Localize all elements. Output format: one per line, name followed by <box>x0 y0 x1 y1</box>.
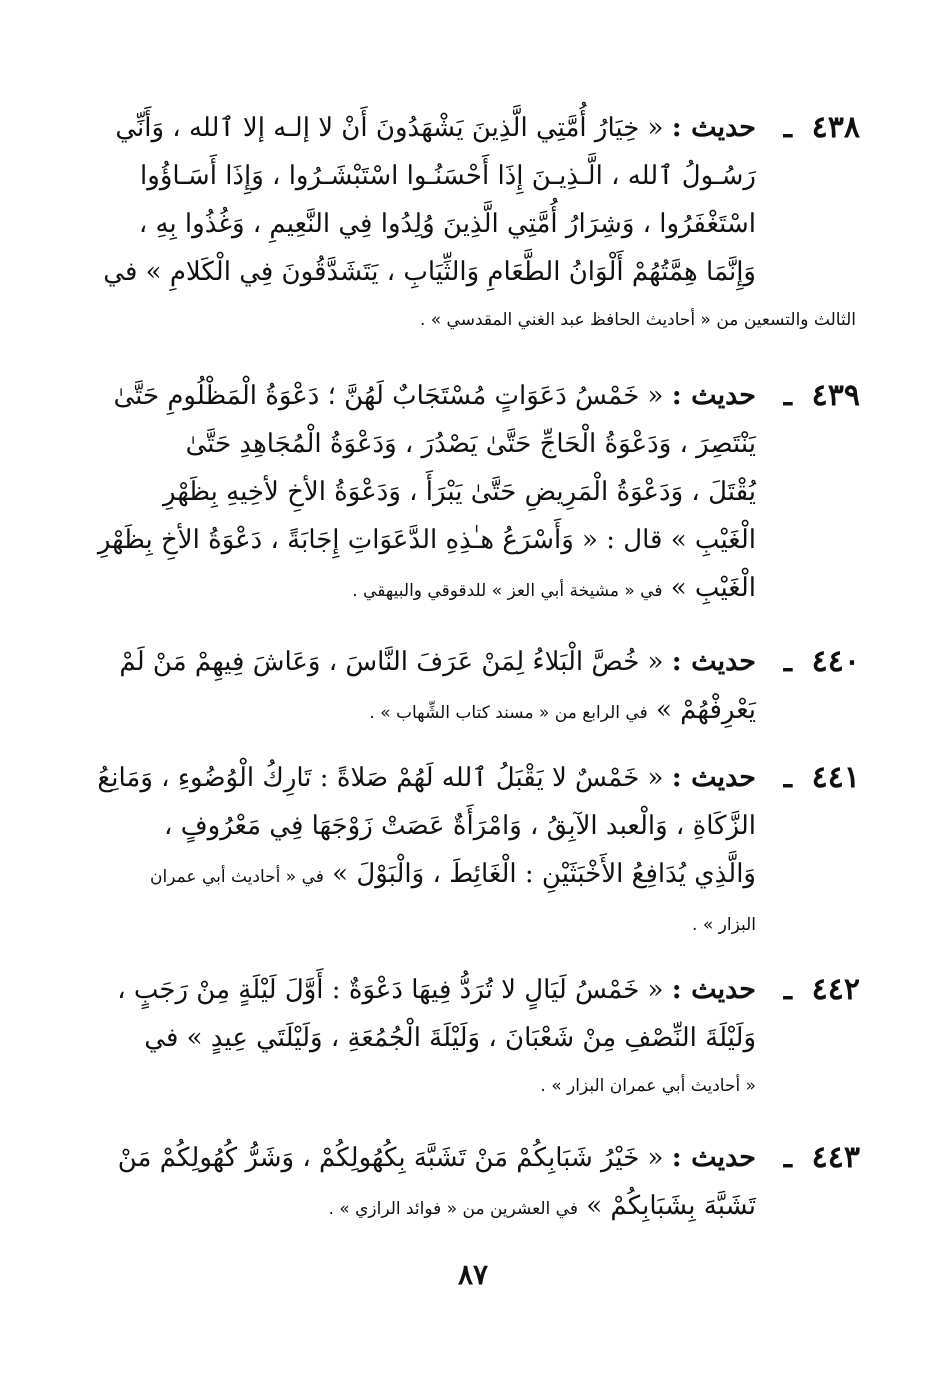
entry-line-3: اسْتَغْفَرُوا ، وَشِرَارُ أُمَّتِي الَّذِينَ وُلِدُوا فِي النَّعِيمِ ، وَغُذُوا بِهِ ، <box>138 209 756 239</box>
entry-line-1: حديث : « خُصَّ الْبَلاءُ لِمَنْ عَرَفَ النَّاسَ ، وَعَاشَ فِيهِمْ مَنْ لَمْ <box>119 646 756 677</box>
entry-dash: ـ <box>783 379 792 412</box>
entry-line-5: الْغَيْبِ » في « مشيخة أبي العز » للدقوقي والبيهقي . <box>352 573 756 603</box>
hadith-keyword: حديث : <box>671 646 756 677</box>
entry-source: في « مشيخة أبي العز » للدقوقي والبيهقي . <box>352 581 663 601</box>
entry-number: ٤٤٠ <box>811 644 860 679</box>
entry-number: ٤٤٢ <box>811 972 860 1007</box>
entry-body <box>96 1134 756 1233</box>
entry-line-2: رَسُـولُ ٱلله ، الَّـذِيـنَ إِذَا أَحْسَنُـوا اسْتَبْشَـرُوا ، وَإِذَا أَسَـاؤُوا <box>140 161 756 191</box>
hadith-entry-442 <box>96 966 860 1110</box>
entry-number: ٤٣٨ <box>811 110 860 145</box>
entry-source: في الرابع من « مسند كتاب الشِّهاب » . <box>369 703 648 723</box>
entry-line-2: يَنْتَصِرَ ، وَدَعْوَةُ الْحَاجِّ حَتَّىٰ يَصْدُرَ ، وَدَعْوَةُ الْمُجَاهِدِ حَتَّىٰ <box>185 429 756 459</box>
entry-line-2: وَلَيْلَةَ النِّصْفِ مِنْ شَعْبَانَ ، وَلَيْلَةَ الْجُمُعَةِ ، وَلَيْلَتَي عِيدٍ » في <box>144 1023 756 1053</box>
entry-number: ٤٤٣ <box>811 1140 860 1175</box>
hadith-keyword: حديث : <box>671 380 756 411</box>
entry-source: في العشرين من « فوائد الرازي » . <box>328 1199 578 1219</box>
entry-body <box>96 966 756 1110</box>
entry-source: « أحاديث أبي عمران البزار » . <box>540 1076 756 1096</box>
hadith-entry-441 <box>96 754 860 949</box>
hadith-keyword: حديث : <box>671 762 756 793</box>
entry-line-4: وَإِنَّمَا هِمَّتُهُمْ أَلْوَانُ الطَّعَامِ وَالثِّيَابِ ، يَتَشَدَّقُونَ فِي الْكَلامِ » في <box>103 257 756 287</box>
hadith-entry-443 <box>96 1134 860 1233</box>
entry-line-3: يُقْتَلَ ، وَدَعْوَةُ الْمَرِيضِ حَتَّىٰ يَبْرَأَ ، وَدَعْوَةُ الأخِ لأخِيهِ بِظَهْرِ <box>162 477 756 507</box>
entry-line-2: تَشَبَّهَ بِشَبَابِكُمْ » في العشرين من « فوائد الرازي » . <box>328 1191 756 1221</box>
entry-source: الثالث والتسعين من « أحاديث الحافظ عبد الغني المقدسي » . <box>419 310 856 330</box>
entry-line-2: الزَّكَاةِ ، وَالْعبد الآبِقُ ، وَامْرَأَةٌ عَصَتْ زَوْجَهَا فِي مَعْرُوفٍ ، <box>164 811 756 841</box>
entry-dash: ـ <box>783 111 792 144</box>
entry-body <box>96 638 756 737</box>
page-number: ٨٧ <box>457 1258 489 1291</box>
entry-number: ٤٤١ <box>811 760 860 795</box>
entry-line-1: حديث : « خَيْرُ شَبَابِكُمْ مَنْ تَشَبَّهَ بِكُهُولِكُمْ ، وَشَرُّ كُهُولِكُمْ مَنْ <box>117 1142 756 1173</box>
entry-line-3: وَالَّذِي يُدَافِعُ الأَخْبَثَيْنِ : الْغَائِطَ ، وَالْبَوْلَ » في « أحاديث أبي عمران <box>149 859 756 889</box>
entry-source-continued: البزار » . <box>692 915 756 935</box>
entry-dash: ـ <box>783 761 792 794</box>
hadith-keyword: حديث : <box>671 112 756 143</box>
entry-line-1: حديث : « خَمْسُ لَيَالٍ لا تُرَدُّ فِيهَا دَعْوَةٌ : أَوَّلَ لَيْلَةٍ مِنْ رَجَبٍ ، <box>117 974 756 1005</box>
entry-line-4: الْغَيْبِ » قال : « وَأَسْرَعُ هـٰذِهِ الدَّعَوَاتِ إِجَابَةً ، دَعْوَةُ الأخِ بِظَهْرِ <box>97 525 756 555</box>
entry-line-2: يَعْرِفْهُمْ » في الرابع من « مسند كتاب الشِّهاب » . <box>369 695 756 725</box>
entry-line-1: حديث : « خِيَارُ أُمَّتِي الَّذِينَ يَشْهَدُونَ أَنْ لا إلـه إلا ٱلله ، وَأَنِّي <box>115 112 756 143</box>
hadith-entry-439 <box>96 372 860 615</box>
entry-line-1: حديث : « خَمْسٌ لا يَقْبَلُ ٱلله لَهُمْ صَلاةً : تَارِكُ الْوُضُوءِ ، وَمَانِعُ <box>97 762 756 793</box>
entry-dash: ـ <box>783 973 792 1006</box>
hadith-entry-440 <box>96 638 860 737</box>
entry-number: ٤٣٩ <box>811 378 860 413</box>
hadith-entry-438 <box>96 104 860 344</box>
hadith-keyword: حديث : <box>671 974 756 1005</box>
entry-line-1: حديث : « خَمْسُ دَعَوَاتٍ مُسْتَجَابٌ لَهُنَّ ؛ دَعْوَةُ الْمَظْلُومِ حَتَّىٰ <box>113 380 756 411</box>
entry-dash: ـ <box>783 645 792 678</box>
entry-body <box>96 754 756 949</box>
hadith-keyword: حديث : <box>671 1142 756 1173</box>
entry-dash: ـ <box>783 1141 792 1174</box>
entry-body <box>96 372 756 615</box>
entry-source: في « أحاديث أبي عمران <box>149 867 324 887</box>
